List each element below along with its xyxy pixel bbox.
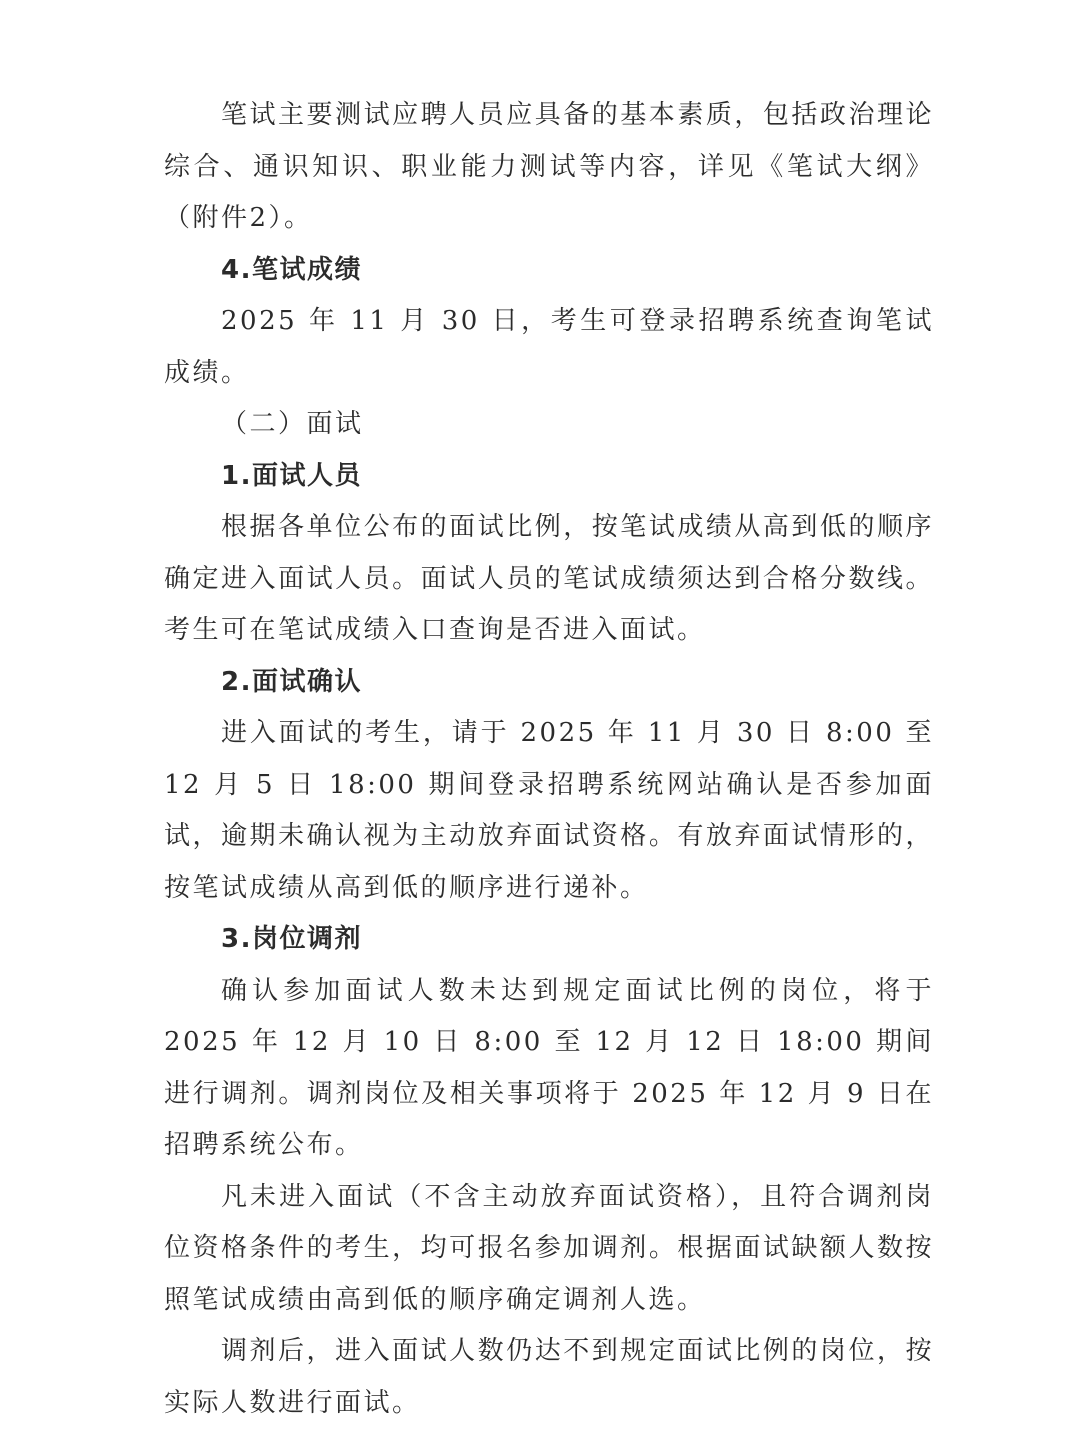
paragraph-adjustment-schedule: 确认参加面试人数未达到规定面试比例的岗位，将于 2025 年 12 月 10 日 8:00 至 12 月 12 日 18:00 期间进行调剂。调剂岗位及相关事项将于 2025 年 12 月 9 日在招聘系统公布。 bbox=[164, 975, 934, 1160]
heading-interview-candidates: 1.面试人员 bbox=[221, 460, 362, 491]
paragraph-interview-candidates: 根据各单位公布的面试比例，按笔试成绩从高到低的顺序确定进入面试人员。面试人员的笔试成绩须达到合格分数线。考生可在笔试成绩入口查询是否进入面试。 bbox=[164, 512, 934, 645]
paragraph-score-query-date: 2025 年 11 月 30 日，考生可登录招聘系统查询笔试成绩。 bbox=[164, 306, 934, 388]
heading-written-exam-score: 4.笔试成绩 bbox=[221, 254, 362, 285]
paragraph-written-exam-content: 笔试主要测试应聘人员应具备的基本素质，包括政治理论综合、通识知识、职业能力测试等内容，详见《笔试大纲》（附件2）。 bbox=[164, 100, 934, 233]
paragraph-adjustment-result: 调剂后，进入面试人数仍达不到规定面试比例的岗位，按实际人数进行面试。 bbox=[164, 1336, 934, 1418]
document-page bbox=[164, 90, 934, 1429]
paragraph-interview-confirmation: 进入面试的考生，请于 2025 年 11 月 30 日 8:00 至 12 月 5 日 18:00 期间登录招聘系统网站确认是否参加面试，逾期未确认视为主动放弃面试资格。有放弃面试情形的，按笔试成绩从高到低的顺序进行递补。 bbox=[164, 718, 934, 903]
paragraph-adjustment-eligibility: 凡未进入面试（不含主动放弃面试资格），且符合调剂岗位资格条件的考生，均可报名参加调剂。根据面试缺额人数按照笔试成绩由高到低的顺序确定调剂人选。 bbox=[164, 1181, 934, 1315]
heading-position-adjustment: 3.岗位调剂 bbox=[221, 924, 362, 954]
heading-interview-confirmation: 2.面试确认 bbox=[221, 666, 362, 697]
section-title-interview: （二）面试 bbox=[221, 409, 364, 439]
